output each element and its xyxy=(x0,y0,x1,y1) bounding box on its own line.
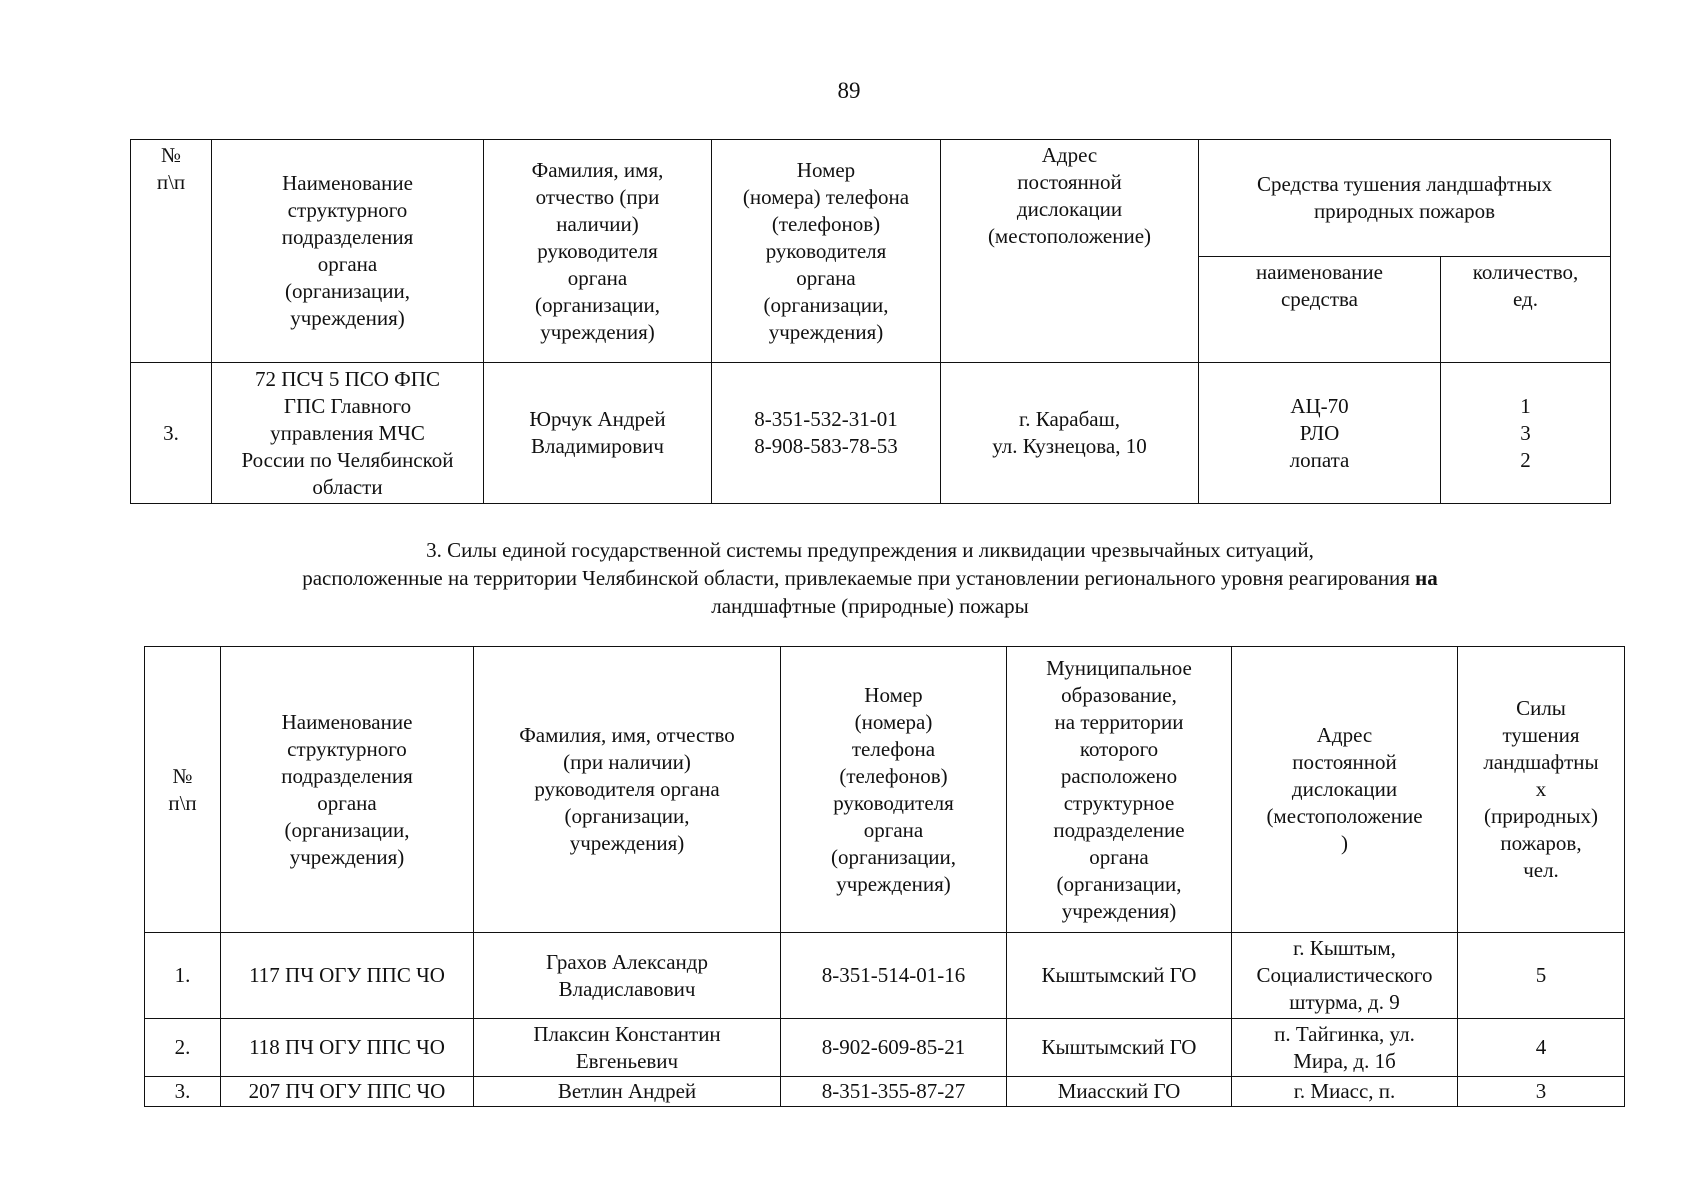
cell-municipality: Кыштымский ГО xyxy=(1007,933,1232,1019)
section-heading xyxy=(130,536,1610,620)
cell-phone: 8-351-532-31-01 8-908-583-78-53 xyxy=(712,363,941,504)
cell-forces: 3 xyxy=(1458,1077,1625,1107)
header-municipality: Муниципальное образование, на территории которого расположено структурное подразделение органа (организации, учреждения) xyxy=(1007,647,1232,933)
header-num: № п\п xyxy=(145,647,221,933)
header-head-name: Фамилия, имя, отчество (при наличии) руководителя органа (организации, учреждения) xyxy=(474,647,781,933)
cell-address: г. Миасс, п. xyxy=(1232,1077,1458,1107)
table-row xyxy=(145,933,1625,1019)
cell-head-name: Плаксин Константин Евгеньевич xyxy=(474,1019,781,1077)
cell-unit-name: 118 ПЧ ОГУ ППС ЧО xyxy=(221,1019,474,1077)
cell-forces: 5 xyxy=(1458,933,1625,1019)
cell-municipality: Кыштымский ГО xyxy=(1007,1019,1232,1077)
cell-num: 2. xyxy=(145,1019,221,1077)
cell-phone: 8-902-609-85-21 xyxy=(781,1019,1007,1077)
header-forces: Силы тушения ландшафтны х (природных) пожаров, чел. xyxy=(1458,647,1625,933)
cell-address: г. Карабаш, ул. Кузнецова, 10 xyxy=(941,363,1199,504)
header-unit-name: Наименование структурного подразделения органа (организации, учреждения) xyxy=(221,647,474,933)
header-means-name: наименование средства xyxy=(1199,257,1441,363)
header-unit-name: Наименование структурного подразделения органа (организации, учреждения) xyxy=(212,140,484,363)
header-address: Адрес постоянной дислокации (местоположение) xyxy=(941,140,1199,363)
cell-unit-name: 72 ПСЧ 5 ПСО ФПС ГПС Главного управления МЧС России по Челябинской области xyxy=(212,363,484,504)
cell-unit-name: 117 ПЧ ОГУ ППС ЧО xyxy=(221,933,474,1019)
cell-address: г. Кыштым, Социалистического штурма, д. 9 xyxy=(1232,933,1458,1019)
header-address: Адрес постоянной дислокации (местоположение ) xyxy=(1232,647,1458,933)
table-row xyxy=(145,1077,1625,1107)
section-heading-end: ландшафтные (природные) пожары xyxy=(711,594,1029,618)
cell-forces: 4 xyxy=(1458,1019,1625,1077)
cell-phone: 8-351-355-87-27 xyxy=(781,1077,1007,1107)
header-head-name: Фамилия, имя, отчество (при наличии) руководителя органа (организации, учреждения) xyxy=(484,140,712,363)
cell-address: п. Тайгинка, ул. Мира, д. 1б xyxy=(1232,1019,1458,1077)
cell-head-name: Грахов Александр Владиславович xyxy=(474,933,781,1019)
header-phone: Номер (номера) телефона (телефонов) руководителя органа (организации, учреждения) xyxy=(781,647,1007,933)
section-heading-text: 3. Силы единой государственной системы предупреждения и ликвидации чрезвычайных ситуаций, расположенные на территории Челябинской области, привлекаемые при установлении регионального уровня реагирования xyxy=(302,538,1410,590)
cell-num: 3. xyxy=(131,363,212,504)
table-row xyxy=(131,363,1611,504)
cell-municipality: Миасский ГО xyxy=(1007,1077,1232,1107)
header-means-qty: количество, ед. xyxy=(1441,257,1611,363)
header-phone: Номер (номера) телефона (телефонов) руководителя органа (организации, учреждения) xyxy=(712,140,941,363)
cell-phone: 8-351-514-01-16 xyxy=(781,933,1007,1019)
cell-means-name: АЦ-70 РЛО лопата xyxy=(1199,363,1441,504)
header-num: № п\п xyxy=(131,140,212,363)
cell-unit-name: 207 ПЧ ОГУ ППС ЧО xyxy=(221,1077,474,1107)
cell-num: 3. xyxy=(145,1077,221,1107)
table-fire-units xyxy=(130,139,1611,504)
cell-head-name: Юрчук Андрей Владимирович xyxy=(484,363,712,504)
cell-num: 1. xyxy=(145,933,221,1019)
table-rsche-forces xyxy=(144,646,1625,1107)
header-means-group: Средства тушения ландшафтных природных пожаров xyxy=(1199,140,1611,257)
section-heading-bold: на xyxy=(1415,566,1438,590)
table-row xyxy=(145,1019,1625,1077)
cell-means-qty: 1 3 2 xyxy=(1441,363,1611,504)
cell-head-name: Ветлин Андрей xyxy=(474,1077,781,1107)
page-number: 89 xyxy=(837,78,861,103)
